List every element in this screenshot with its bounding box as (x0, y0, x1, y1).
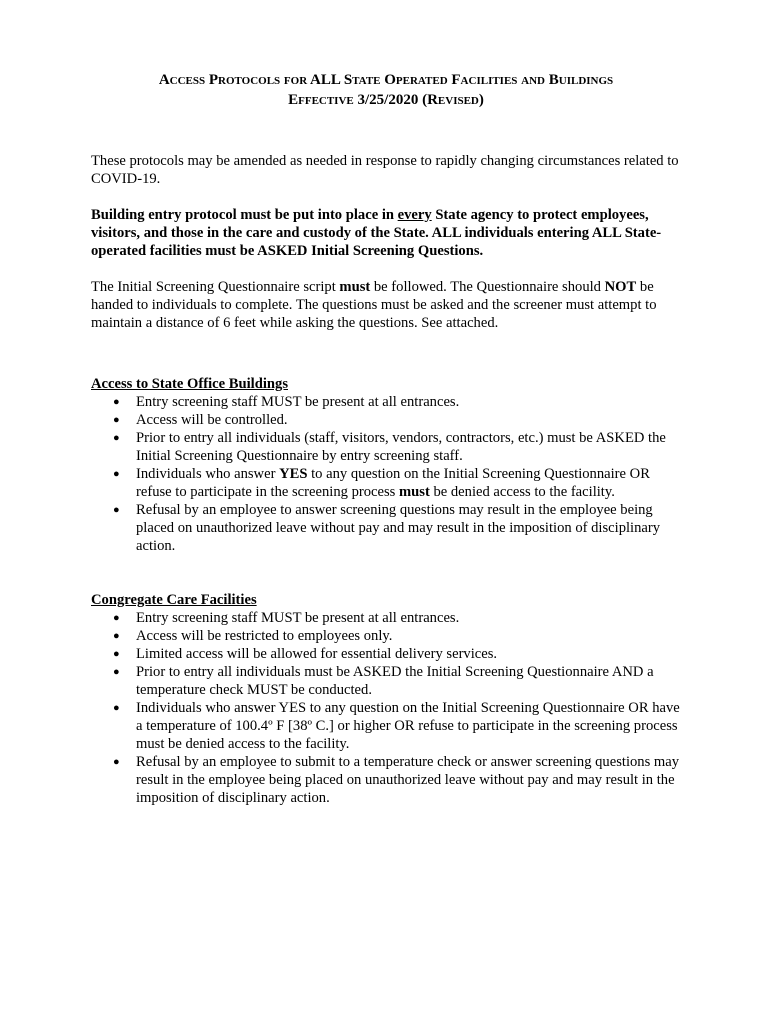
list-item-emphasis-must: must (399, 484, 430, 500)
document-page (91, 70, 681, 807)
list-item-text: Prior to entry all individuals (staff, visitors, vendors, contractors, etc.) must be ASKED the Initial Screening Questionnaire by entry screening staff. (136, 430, 666, 464)
list-item (91, 609, 681, 627)
list-item-text: Entry screening staff MUST be present at all entrances. (136, 394, 460, 410)
bullet-icon: ● (113, 504, 120, 516)
bullet-icon: ● (113, 648, 120, 660)
list-item (91, 663, 681, 699)
script-emphasis-must: must (339, 279, 371, 295)
congregate-care-section (91, 591, 681, 807)
bullet-icon: ● (113, 468, 120, 480)
list-item (91, 465, 681, 501)
intro-paragraph: These protocols may be amended as needed in response to rapidly changing circumstances related to COVID-19. (91, 153, 679, 187)
bullet-icon: ● (113, 414, 120, 426)
entry-protocol-emphasis: every (397, 207, 432, 223)
list-item-text: Limited access will be allowed for essential delivery services. (136, 646, 498, 662)
list-item (91, 393, 681, 411)
document-title (91, 70, 681, 110)
title-line-2: Effective 3/25/2020 (Revised) (288, 92, 484, 108)
entry-protocol-text-2: State agency to protect employees, visitors, and those in the care and custody of the State. ALL individuals entering ALL State-operated facilities must be ASKED Initial Screening Questions. (91, 207, 662, 259)
bullet-icon: ● (113, 612, 120, 624)
list-item-text-b: to any question on the Initial Screening Questionnaire OR refuse to participate in the screening process (136, 466, 650, 500)
list-item (91, 645, 681, 663)
list-item-text: Access will be controlled. (136, 412, 288, 428)
bullet-icon: ● (113, 666, 120, 678)
entry-protocol-paragraph (91, 206, 681, 260)
list-item-text: Access will be restricted to employees only. (136, 628, 393, 644)
list-item (91, 753, 681, 807)
script-text-2: be followed. The Questionnaire should (370, 279, 605, 295)
congregate-care-list (91, 609, 681, 807)
list-item-text: Refusal by an employee to answer screening questions may result in the employee being placed on unauthorized leave without pay and may result in the imposition of disciplinary action. (136, 502, 661, 554)
list-item (91, 429, 681, 465)
bullet-icon: ● (113, 630, 120, 642)
congregate-care-heading: Congregate Care Facilities (91, 592, 257, 608)
list-item-text: Individuals who answer YES to any question on the Initial Screening Questionnaire OR have a temperature of 100.4º F [38º C.] or higher OR refuse to participate in the screening process must be denied access to the facility. (136, 700, 680, 752)
bullet-icon: ● (113, 702, 120, 714)
bullet-icon: ● (113, 432, 120, 444)
questionnaire-script-paragraph (91, 278, 681, 332)
office-buildings-heading: Access to State Office Buildings (91, 376, 288, 392)
list-item (91, 411, 681, 429)
list-item (91, 627, 681, 645)
bullet-icon: ● (113, 756, 120, 768)
script-text-3: be handed to individuals to complete. The questions must be asked and the screener must attempt to maintain a distance of 6 feet while asking the questions. See attached. (91, 279, 657, 331)
list-item-emphasis-yes: YES (279, 466, 308, 482)
office-buildings-list (91, 393, 681, 555)
office-buildings-section (91, 375, 681, 555)
title-line-1: Access Protocols for ALL State Operated Facilities and Buildings (158, 72, 614, 88)
script-text-1: The Initial Screening Questionnaire script (91, 279, 340, 295)
list-item (91, 699, 681, 753)
bullet-icon: ● (113, 396, 120, 408)
list-item (91, 501, 681, 555)
list-item-text: Entry screening staff MUST be present at all entrances. (136, 610, 460, 626)
entry-protocol-text-1: Building entry protocol must be put into place in (91, 207, 398, 223)
list-item-text: Prior to entry all individuals must be ASKED the Initial Screening Questionnaire AND a temperature check MUST be conducted. (136, 664, 654, 698)
list-item-text-c: be denied access to the facility. (429, 484, 615, 500)
list-item-text: Refusal by an employee to submit to a temperature check or answer screening questions may result in the employee being placed on unauthorized leave without pay and may result in the imposition of disciplinary action. (136, 754, 680, 806)
script-emphasis-not: NOT (604, 279, 637, 295)
list-item-text-a: Individuals who answer (136, 466, 280, 482)
